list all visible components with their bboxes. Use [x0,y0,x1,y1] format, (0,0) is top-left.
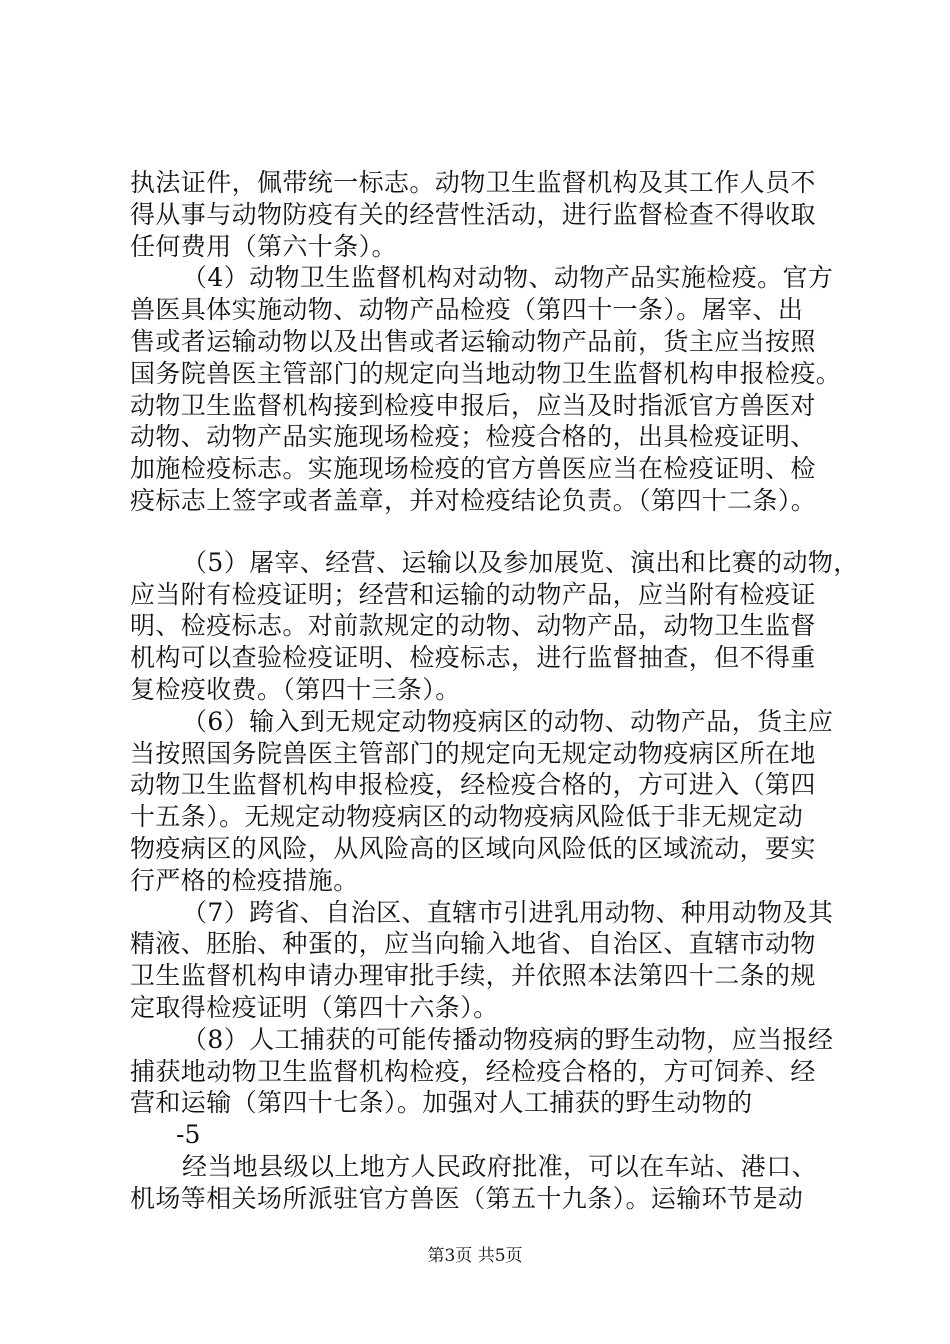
text-line: 复检疫收费。（第四十三条）。 [130,674,461,704]
paragraph-gap [130,517,830,547]
text-line: 国务院兽医主管部门的规定向当地动物卫生监督机构申报检疫。 [130,358,842,388]
paragraph-7-start: （7）跨省、自治区、直辖市引进乳用动物、种用动物及其 [182,897,834,927]
paragraph-continuation-start: 经当地县级以上地方人民政府批准，可以在车站、港口、 [182,1151,818,1181]
paragraph-4-start: （4）动物卫生监督机构对动物、动物产品实施检疫。官方 [182,263,834,293]
text-line: 执法证件，佩带统一标志。动物卫生监督机构及其工作人员不 [130,168,816,197]
text-line: 机构可以查验检疫证明、检疫标志，进行监督抽查，但不得重 [130,643,816,673]
text-line: 营和运输（第四十七条）。加强对人工捕获的野生动物的 [130,1088,753,1118]
paragraph-5-start: （5）屠宰、经营、运输以及参加展览、演出和比赛的动物， [182,547,859,577]
text-line: 行严格的检疫措施。 [130,865,359,895]
text-line: 售或者运输动物以及出售或者运输动物产品前，货主应当按照 [130,326,816,356]
text-line: 得从事与动物防疫有关的经营性活动，进行监督检查不得收取 [130,199,816,229]
paragraph-8-start: （8）人工捕获的可能传播动物疫病的野生动物，应当报经 [182,1024,834,1054]
text-line: 任何费用（第六十条）。 [130,231,397,261]
text-line: 当按照国务院兽医主管部门的规定向无规定动物疫病区所在地 [130,738,816,768]
text-line: 精液、胚胎、种蛋的，应当向输入地省、自治区、直辖市动物 [130,929,816,959]
text-line: 卫生监督机构申请办理审批手续，并依照本法第四十二条的规 [130,961,816,991]
text-line: 动物卫生监督机构接到检疫申报后，应当及时指派官方兽医对 [130,390,816,420]
text-line: 物疫病区的风险，从风险高的区域向风险低的区域流动，要实 [130,833,816,863]
text-line: 动物、动物产品实施现场检疫；检疫合格的，出具检疫证明、 [130,422,816,452]
text-line: 捕获地动物卫生监督机构检疫，经检疫合格的，方可饲养、经 [130,1056,816,1086]
text-line: 加施检疫标志。实施现场检疫的官方兽医应当在检疫证明、检 [130,454,816,484]
paragraph-6-start: （6）输入到无规定动物疫病区的动物、动物产品，货主应 [182,706,834,736]
text-line: 动物卫生监督机构申报检疫，经检疫合格的，方可进入（第四 [130,770,816,800]
text-line: 定取得检疫证明（第四十六条）。 [130,992,499,1022]
text-line: 疫标志上签字或者盖章，并对检疫结论负责。（第四十二条）。 [130,485,817,515]
text-line: 十五条）。无规定动物疫病区的动物疫病风险低于非无规定动 [130,802,804,832]
page-marker: -5 [176,1120,201,1150]
text-line: 兽医具体实施动物、动物产品检疫（第四十一条）。屠宰、出 [130,295,804,325]
page-footer: 第3页 共5页 [427,1246,523,1266]
text-line: 机场等相关场所派驻官方兽医（第五十九条）。运输环节是动 [130,1183,804,1213]
text-line: 明、检疫标志。对前款规定的动物、动物产品，动物卫生监督 [130,611,816,641]
document-body [130,167,859,1215]
text-line: 应当附有检疫证明；经营和运输的动物产品，应当附有检疫证 [130,579,816,609]
